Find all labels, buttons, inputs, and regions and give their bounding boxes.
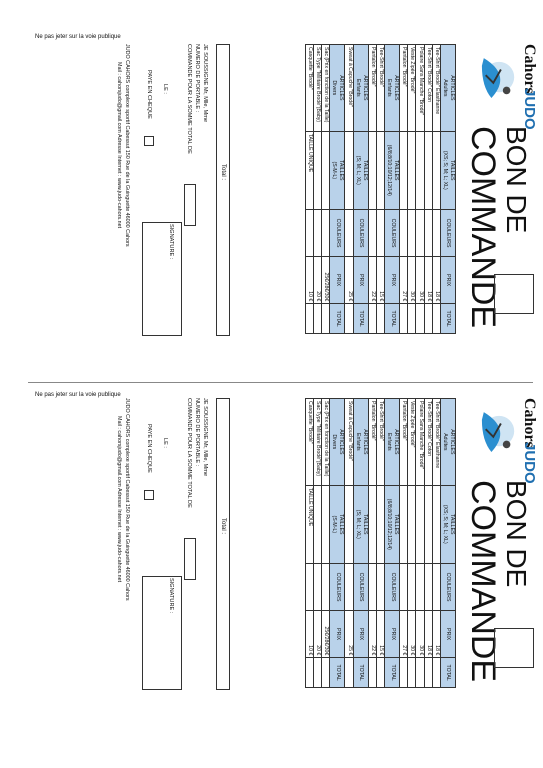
article-color[interactable] [424,563,432,610]
signature-box[interactable] [142,222,182,336]
section-label: Adultes [442,79,448,97]
article-size[interactable] [424,485,432,563]
article-total[interactable] [376,304,384,334]
article-name: Sac (Prix en fonction de la Taille) [322,399,330,486]
table-header-row [353,45,368,334]
size-range: (XS; S; M; L; XL) [442,150,448,190]
section-label: Divers [331,80,338,96]
signature-label: SIGNATURE : [168,578,174,614]
article-name: Pantalon "Brodé" [400,399,408,486]
article-price: 20 € [314,611,322,658]
header-prix: PRIX [353,257,368,304]
amount-box[interactable] [184,184,196,226]
header-tailles-label: TAILLES [338,160,345,181]
article-name: Sweat à Capuche "Brodé" [345,399,353,486]
header-tailles [385,131,400,209]
article-price: 18 € [424,257,432,304]
article-total[interactable] [305,658,313,688]
table-row [400,45,408,334]
article-total[interactable] [345,304,353,334]
article-color[interactable] [376,209,384,256]
article-price: 25 € [345,257,353,304]
article-color[interactable] [322,209,330,256]
table-row [314,399,322,688]
contact-line-2: Mail : cahorsjudo@gmail.com Adresse Internet : www.judo-cahors.net [116,416,122,583]
header-articles [385,399,400,486]
article-total[interactable] [368,304,376,334]
header-articles [385,45,400,132]
article-color[interactable] [424,209,432,256]
article-size: TAILLE UNIQUE [305,131,313,209]
judoka-figure-icon [480,50,518,108]
article-price: 30 € [416,257,424,304]
total-input-box[interactable] [216,398,230,690]
section-label: Enfants [386,79,393,97]
signature-box[interactable] [142,576,182,690]
header-tailles-label: TAILLES [338,514,345,535]
header-total: TOTAL [441,304,456,334]
article-name: Sac Type "Militaire Brodé"(Baby) [314,399,322,486]
form-line-total: COMMANDE POUR LA SOMME TOTAL DE [186,398,192,508]
article-size[interactable] [416,485,424,563]
article-color[interactable] [408,209,416,256]
article-color[interactable] [305,209,313,256]
date-label: LE : [162,84,168,94]
article-price: 30 € [408,257,416,304]
article-total[interactable] [345,658,353,688]
article-name: Tee-Shirt "Brodé" Elasthanne [432,45,440,132]
table-row [424,45,432,334]
article-name: Veste Zipée "Brodé" [408,399,416,486]
title-line1: BON DE [501,480,532,588]
header-tailles-label: TAILLES [361,160,368,181]
header-total: TOTAL [330,658,345,688]
header-prix: PRIX [385,257,400,304]
form-line-phone: NUMERO DE PORTABLE : [194,44,200,113]
header-articles-label: ARTICLES [361,75,368,101]
article-price: 22 € [368,257,376,304]
article-total[interactable] [416,304,424,334]
logo-sport: JUDO [521,442,538,484]
form-line-name: JE SOUSSIGNE Mr, Mlle, Mme [202,44,208,123]
header-tailles-label: TAILLES [393,160,400,181]
table-row [314,45,322,334]
article-size[interactable] [432,131,440,209]
article-size[interactable] [424,131,432,209]
article-price: 25€/28€/30€ [322,257,330,304]
cheque-label: PAYE EN CHEQUE [146,424,152,473]
header-couleurs: COULEURS [441,563,456,610]
section-label: Enfants [386,433,393,451]
header-couleurs: COULEURS [441,209,456,256]
article-color[interactable] [416,563,424,610]
signature-label: SIGNATURE : [168,224,174,260]
order-table [305,398,456,688]
table-row [345,399,353,688]
header-tailles [330,131,345,209]
article-size [314,131,322,209]
article-price: 20 € [314,257,322,304]
table-row [408,45,416,334]
header-couleurs: COULEURS [353,563,368,610]
article-size: TAILLE UNIQUE [305,485,313,563]
article-color[interactable] [416,209,424,256]
header-total: TOTAL [330,304,345,334]
article-name: Tee-Shirt "Brodé" Elasthanne [432,399,440,486]
article-name: Pantalon "Brodé" [368,399,376,486]
article-total[interactable] [416,658,424,688]
title-box [494,628,534,668]
article-size[interactable] [345,131,353,209]
article-size[interactable] [416,131,424,209]
article-price: 22 € [368,611,376,658]
table-row [305,45,313,334]
table-header-row [353,399,368,688]
size-range: (S; M; L; XL) [354,509,361,539]
article-color[interactable] [345,209,353,256]
header-articles [353,45,368,132]
table-row [432,45,440,334]
header-articles-label: ARTICLES [393,429,400,455]
article-price: 18 € [432,257,440,304]
header-prix: PRIX [330,257,345,304]
title-box [494,274,534,314]
header-articles [353,399,368,486]
table-row [416,45,424,334]
title-line2: COMMANDE [464,126,502,329]
article-name: Polaire Sans Manche "Brodé" [416,399,424,486]
table-row [400,399,408,688]
size-range: (S-M-L) [331,515,338,534]
header-couleurs: COULEURS [330,563,345,610]
table-header-row [385,399,400,688]
header-couleurs: COULEURS [385,209,400,256]
article-price: 18 € [424,611,432,658]
article-total[interactable] [400,304,408,334]
table-row [424,399,432,688]
table-row [416,399,424,688]
article-total[interactable] [432,658,440,688]
logo-sport: JUDO [521,88,538,130]
header-tailles [330,485,345,563]
header-couleurs: COULEURS [353,209,368,256]
article-size[interactable] [432,485,440,563]
form-line-total: COMMANDE POUR LA SOMME TOTAL DE [186,44,192,154]
article-size[interactable] [368,131,376,209]
article-total[interactable] [368,658,376,688]
article-color[interactable] [322,563,330,610]
header-articles [330,399,345,486]
header-tailles [353,485,368,563]
section-label: Divers [331,434,338,450]
table-row [368,399,376,688]
rotated-form [68,44,538,374]
article-price: 15 € [376,611,384,658]
article-size[interactable] [368,485,376,563]
date-label: LE : [162,438,168,448]
size-range: (XS; S; M; L; XL) [442,504,448,544]
article-color[interactable] [368,209,376,256]
header-total: TOTAL [385,304,400,334]
logo-city: Cahors [521,398,538,448]
article-size[interactable] [408,485,416,563]
club-logo [478,398,538,484]
article-size[interactable] [408,131,416,209]
header-prix: PRIX [330,611,345,658]
total-label: Total : [220,518,226,535]
table-header-row [385,45,400,334]
header-articles [330,45,345,132]
size-range: (S; M; L; XL) [354,155,361,185]
amount-box[interactable] [184,538,196,580]
article-price: 10 € [305,611,313,658]
article-price: 25€/28€/30€ [322,611,330,658]
article-total[interactable] [432,304,440,334]
header-total: TOTAL [353,658,368,688]
header-prix: PRIX [441,611,456,658]
header-tailles-label: TAILLES [449,514,455,535]
article-name: Tee-Shirt "Brodé" [376,399,384,486]
header-tailles-label: TAILLES [361,514,368,535]
article-total[interactable] [322,304,330,334]
table-header-row [330,399,345,688]
header-articles [441,45,456,132]
article-name: Tee-Shirt "Brodé" Coton [424,399,432,486]
contact-line-1: JUDO CAHORS complexe sportif Cabessut 150 Rue de la Guinguette 46000 Cahors [124,44,130,247]
disposal-notice: Ne pas jeter sur la voie publique [35,392,121,398]
form-line-phone: NUMERO DE PORTABLE : [194,398,200,467]
article-color[interactable] [305,563,313,610]
article-total[interactable] [400,658,408,688]
header-total: TOTAL [441,658,456,688]
article-color[interactable] [345,563,353,610]
article-size[interactable] [400,485,408,563]
article-price: 27 € [400,611,408,658]
club-logo [478,44,538,130]
header-total: TOTAL [385,658,400,688]
article-size[interactable] [376,131,384,209]
article-size [322,485,330,563]
page-divider [28,382,533,383]
article-color[interactable] [400,209,408,256]
table-header-row [441,45,456,334]
title-line2: COMMANDE [464,480,502,683]
logo-city: Cahors [521,44,538,94]
header-articles-label: ARTICLES [449,429,455,455]
header-tailles [385,485,400,563]
table-header-row [330,45,345,334]
table-row [305,399,313,688]
table-row [408,399,416,688]
form-line-name: JE SOUSSIGNE Mr, Mlle, Mme [202,398,208,477]
article-name: Sweat à Capuche "Brodé" [345,45,353,132]
article-price: 25 € [345,611,353,658]
total-input-box[interactable] [216,44,230,336]
article-total[interactable] [424,304,432,334]
table-row [376,45,384,334]
article-price: 18 € [432,611,440,658]
article-name: Casquette "Brodé" [305,399,313,486]
article-total[interactable] [314,658,322,688]
header-total: TOTAL [353,304,368,334]
article-price: 30 € [408,611,416,658]
article-size [314,485,322,563]
cheque-label: PAYE EN CHEQUE [146,70,152,119]
article-color[interactable] [400,563,408,610]
article-total[interactable] [322,658,330,688]
article-size[interactable] [376,485,384,563]
article-price: 10 € [305,257,313,304]
article-price: 27 € [400,257,408,304]
header-articles-label: ARTICLES [338,75,345,101]
article-size[interactable] [400,131,408,209]
article-name: Veste Zipée "Brodé" [408,45,416,132]
size-range: (S-M-L) [331,161,338,180]
header-articles-label: ARTICLES [449,75,455,101]
header-couleurs: COULEURS [330,209,345,256]
header-articles [441,399,456,486]
header-prix: PRIX [441,257,456,304]
header-articles-label: ARTICLES [361,429,368,455]
table-row [376,399,384,688]
article-total[interactable] [305,304,313,334]
table-row [322,45,330,334]
article-color[interactable] [408,563,416,610]
header-tailles [441,485,456,563]
article-size[interactable] [345,485,353,563]
article-name: Sac (Prix en fonction de la Taille) [322,45,330,132]
header-tailles [441,131,456,209]
article-name: Sac Type "Militaire Brodé"(Baby) [314,45,322,132]
article-name: Polaire Sans Manche "Brodé" [416,45,424,132]
header-articles-label: ARTICLES [338,429,345,455]
header-prix: PRIX [385,611,400,658]
article-total[interactable] [314,304,322,334]
contact-line-2: Mail : cahorsjudo@gmail.com Adresse Internet : www.judo-cahors.net [116,62,122,229]
section-label: Enfants [354,433,361,451]
table-row [432,399,440,688]
header-articles-label: ARTICLES [393,75,400,101]
article-color[interactable] [314,563,322,610]
size-range: (6/8;8/10;10/12;12/14) [386,144,393,196]
header-tailles-label: TAILLES [393,514,400,535]
section-label: Enfants [354,79,361,97]
article-total[interactable] [424,658,432,688]
article-name: Tee-Shirt "Brodé" [376,45,384,132]
disposal-notice: Ne pas jeter sur la voie publique [35,34,121,40]
article-color[interactable] [368,563,376,610]
article-name: Pantalon "Brodé" [400,45,408,132]
article-price: 30 € [416,611,424,658]
cheque-checkbox[interactable] [144,490,154,500]
contact-line-1: JUDO CAHORS complexe sportif Cabessut 150 Rue de la Guinguette 46000 Cahors [124,398,130,601]
judoka-figure-icon [480,404,518,462]
size-range: (6/8;8/10;10/12;12/14) [386,498,393,550]
article-color[interactable] [376,563,384,610]
header-prix: PRIX [353,611,368,658]
article-total[interactable] [376,658,384,688]
article-total[interactable] [408,304,416,334]
section-label: Adultes [442,433,448,451]
article-name: Casquette "Brodé" [305,45,313,132]
table-row [322,399,330,688]
order-table [305,44,456,334]
total-label: Total : [220,164,226,181]
header-tailles-label: TAILLES [449,160,455,181]
rotated-form [68,398,538,728]
table-row [345,45,353,334]
article-price: 15 € [376,257,384,304]
table-row [368,45,376,334]
article-name: Pantalon "Brodé" [368,45,376,132]
header-tailles [353,131,368,209]
article-color[interactable] [314,209,322,256]
cheque-checkbox[interactable] [144,136,154,146]
header-couleurs: COULEURS [385,563,400,610]
article-name: Tee-Shirt "Brodé" Coton [424,45,432,132]
article-total[interactable] [408,658,416,688]
title-line1: BON DE [501,126,532,234]
article-size [322,131,330,209]
table-header-row [441,399,456,688]
article-color[interactable] [432,209,440,256]
article-color[interactable] [432,563,440,610]
